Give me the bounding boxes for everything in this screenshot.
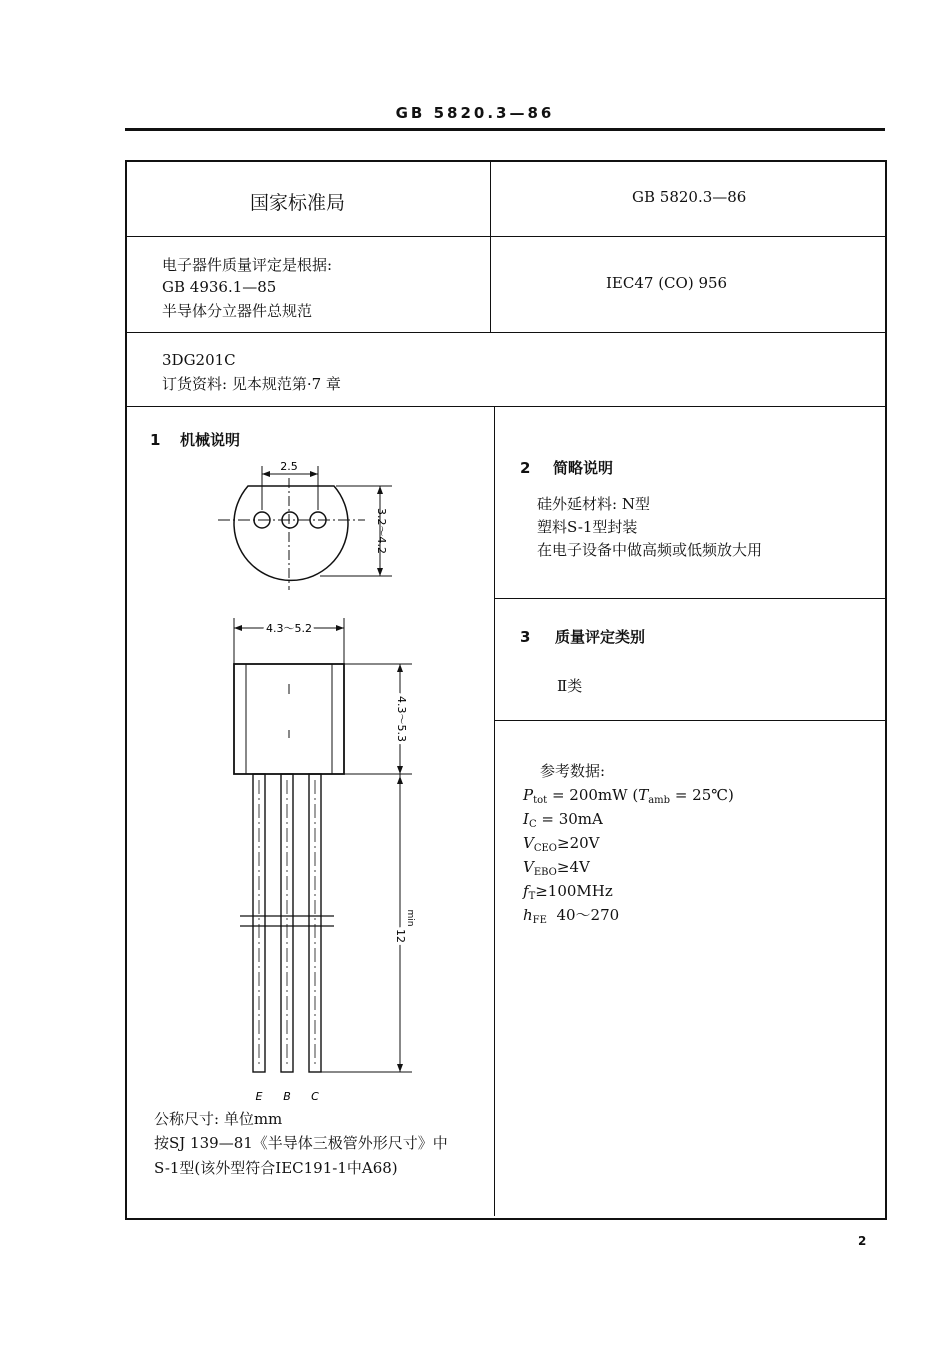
basis-line-3: 半导体分立器件总规范 [162,302,313,320]
section3-title: 质量评定类别 [555,628,646,646]
dim-width: 4.3～5.2 [266,622,312,635]
type-name: 3DG201C [162,351,236,369]
standard-code-header: GB 5820.3—86 [395,104,555,122]
section2-number: 2 [520,459,531,477]
pin-label-e: E [255,1090,263,1103]
note-line-3: S-1型(该外型符合IEC191-1中A68) [154,1159,398,1177]
section2-title: 简略说明 [553,459,614,477]
section3-number: 3 [520,628,531,646]
basis-line-1: 电子器件质量评定是根据: [162,256,333,274]
dim-pitch: 2.5 [280,460,298,473]
quality-category: Ⅱ类 [557,677,583,695]
dim-lead: 12 [394,929,407,943]
reference-title: 参考数据: [540,762,606,780]
dim-lead-suffix: min [405,909,415,927]
pin-label-b: B [283,1090,291,1103]
section1-number: 1 [150,431,161,449]
top-view-outline [234,486,348,580]
section1-title: 机械说明 [180,431,241,449]
order-info: 订货资料: 见本规范第·7 章 [162,375,341,393]
section2-line-3: 在电子设备中做高频或低频放大用 [537,541,763,559]
ref-ic: $I_C = 30mA$ [523,810,603,830]
dim-height: 3.2～4.2 [375,508,388,554]
ref-vebo: $V_{EBO}\ge 4V$ [523,858,590,878]
basis-line-2: GB 4936.1—85 [162,278,277,296]
section2-line-2: 塑料S-1型封装 [537,518,638,536]
pin-label-c: C [311,1090,319,1103]
ref-ptot: $P_{tot} = 200mW$ ($T_{amb}$ = 25℃) [523,786,734,806]
office-name: 国家标准局 [250,192,346,214]
ref-vceo: $V_{CEO}\ge 20V$ [523,834,600,854]
section2-line-1: 硅外延材料: N型 [537,495,650,513]
note-line-1: 公称尺寸: 单位mm [154,1110,283,1128]
body-side-view [234,664,344,774]
ref-hfe: $h_{FE}$ 40～270 [523,906,620,926]
dim-body: 4.3～5.3 [395,696,408,742]
page-number: 2 [858,1234,867,1248]
ref-ft: $f_T\ge 100MHz$ [523,882,613,902]
iec-reference: IEC47 (CO) 956 [606,274,728,292]
note-line-2: 按SJ 139—81《半导体三极管外形尺寸》中 [154,1134,448,1152]
standard-number: GB 5820.3—86 [632,188,747,206]
